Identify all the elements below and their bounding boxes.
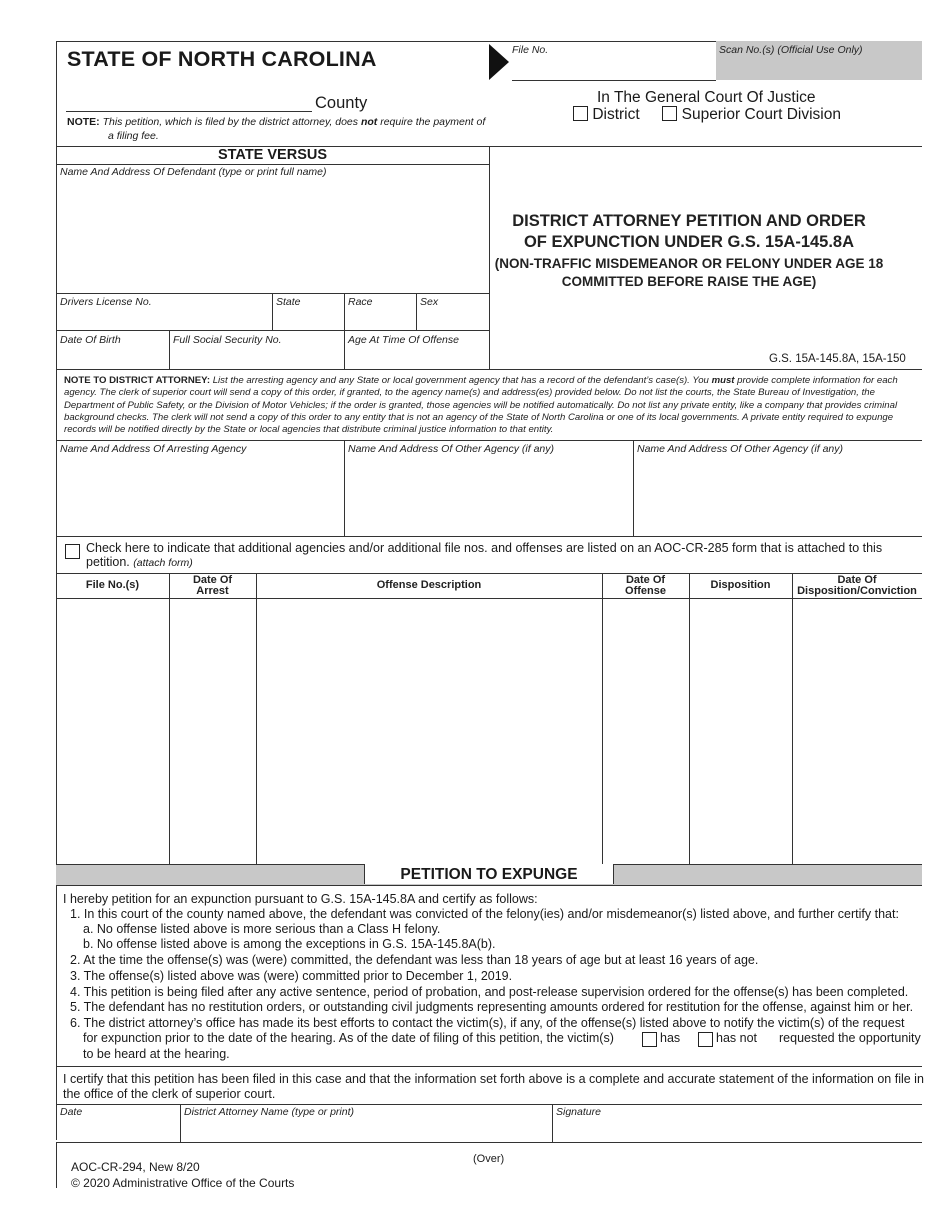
additional-agencies-checkbox[interactable] — [65, 544, 80, 559]
signature-field[interactable] — [553, 1120, 921, 1141]
da-name-label: District Attorney Name (type or print) — [184, 1106, 354, 1118]
additional-agencies-text-2: petition. (attach form) — [86, 555, 193, 569]
county-field[interactable] — [66, 111, 312, 112]
other-agency-field-2[interactable] — [634, 458, 921, 535]
col-offense-description: Offense Description — [376, 579, 482, 591]
petition-item-3: 3. The offense(s) listed above was (were) committed prior to December 1, 2019. — [70, 969, 513, 983]
additional-agencies-text: Check here to indicate that additional agencies and/or additional file nos. and offenses are listed on an AOC-CR-285 form that is attached to this — [86, 541, 883, 555]
file-marker-icon — [489, 44, 509, 80]
district-label: District — [592, 106, 640, 123]
petition-item-6-line2: for expunction prior to the date of the hearing. As of the date of filing of this petition, the victim(s) — [83, 1031, 614, 1045]
petition-intro: I hereby petition for an expunction pursuant to G.S. 15A-145.8A and certify as follows: — [63, 892, 538, 906]
certify-statement-line2: the office of the clerk of superior court. — [63, 1087, 276, 1101]
date-field[interactable] — [57, 1120, 179, 1141]
petition-heading: PETITION TO EXPUNGE — [364, 864, 614, 884]
drivers-license-label: Drivers License No. — [60, 296, 152, 308]
offense-table-body[interactable] — [57, 599, 921, 863]
other-agency-label-2: Name And Address Of Other Agency (if any) — [637, 443, 844, 455]
note-to-district-attorney: NOTE TO DISTRICT ATTORNEY: List the arresting agency and any State or local government agency that has a record of the defendant’s case(s). You must provide complete information for each agency. The clerk of superior court will send a copy of this order, if granted, to the agency name(s) and address(es) provided below. Do not list the courts, the State Bureau of Investigation, the Department of Public Safety, or the Division of Motor Vehicles; if the order is granted, those agencies will be notified automatically. Do not list any private entity, like a company that provides criminal background checks. The clerk will not send a copy of this order to any entity that is not an agency of the State of North Carolina or one of its local governments. A private entity required to expunge records will be notified directly by the State or local agencies that distribute criminal justice information to that entity. — [64, 375, 898, 436]
col-date-of-offense: Date Of Offense — [625, 574, 666, 597]
col-file-no: File No.(s) — [85, 579, 140, 591]
form-title: DISTRICT ATTORNEY PETITION AND ORDER OF EXPUNCTION UNDER G.S. 15A-145.8A (NON-TRAFFIC MISDEMEANOR OR FELONY UNDER AGE 18 COMMITTED BEFORE RAISE THE AGE) — [494, 212, 884, 289]
petition-item-1: 1. In this court of the county named above, the defendant was convicted of the felony(ies) and/or misdemeanor(s) listed above, and further certify that: — [70, 907, 899, 921]
petition-item-6-line3: requested the opportunity — [779, 1031, 921, 1045]
col-disposition: Disposition — [710, 579, 771, 591]
race-label: Race — [348, 296, 373, 308]
age-at-offense-label: Age At Time Of Offense — [348, 334, 459, 346]
petition-item-4: 4. This petition is being filed after any active sentence, period of probation, and post-release supervision ordered for the offense(s) has been completed. — [70, 985, 909, 999]
filing-note-line2: a filing fee. — [108, 130, 159, 142]
petition-item-6-line4: to be heard at the hearing. — [83, 1047, 230, 1061]
petition-item-1b: b. No offense listed above is among the exceptions in G.S. 15A-145.8A(b). — [83, 937, 496, 951]
ssn-label: Full Social Security No. — [173, 334, 282, 346]
court-line: In The General Court Of Justice — [597, 89, 816, 106]
petition-item-1a: a. No offense listed above is more serious than a Class H felony. — [83, 922, 441, 936]
other-agency-label-1: Name And Address Of Other Agency (if any) — [348, 443, 555, 455]
state-versus-heading: STATE VERSUS — [217, 147, 328, 163]
filing-note: NOTE: This petition, which is filed by the district attorney, does not require the payment of — [67, 116, 486, 128]
victim-has-checkbox[interactable] — [642, 1032, 657, 1047]
superior-label: Superior Court Division — [681, 106, 841, 123]
arresting-agency-field[interactable] — [57, 458, 343, 535]
county-label: County — [315, 94, 368, 112]
col-date-of-arrest: Date Of Arrest — [192, 574, 233, 597]
scan-no-label: Scan No.(s) (Official Use Only) — [719, 44, 863, 56]
date-label: Date — [60, 1106, 83, 1118]
defendant-label: Name And Address Of Defendant (type or print full name) — [60, 166, 327, 178]
other-agency-field-1[interactable] — [345, 458, 632, 535]
state-label: State — [276, 296, 301, 308]
victim-has-not-checkbox[interactable] — [698, 1032, 713, 1047]
superior-checkbox[interactable] — [662, 106, 677, 121]
statute-reference: G.S. 15A-145.8A, 15A-150 — [769, 353, 906, 365]
victim-has-not-label: has not — [716, 1031, 758, 1045]
sex-label: Sex — [420, 296, 439, 308]
certify-statement: I certify that this petition has been filed in this case and that the information set forth above is a complete and accurate statement of the information on file in — [63, 1072, 924, 1086]
victim-has-label: has — [660, 1031, 681, 1045]
over-label: (Over) — [473, 1153, 505, 1165]
petition-item-6: 6. The district attorney’s office has made its best efforts to contact the victim(s), if any, of the offense(s) listed above to notify the victim(s) of the request — [70, 1016, 905, 1030]
district-checkbox[interactable] — [573, 106, 588, 121]
arresting-agency-label: Name And Address Of Arresting Agency — [60, 443, 247, 455]
signature-label: Signature — [556, 1106, 601, 1118]
copyright: © 2020 Administrative Office of the Courts — [71, 1176, 295, 1190]
da-name-field[interactable] — [181, 1120, 551, 1141]
petition-item-2: 2. At the time the offense(s) was (were) committed, the defendant was less than 18 years of age but at least 16 years of age. — [70, 953, 759, 967]
dob-label: Date Of Birth — [60, 334, 121, 346]
petition-item-5: 5. The defendant has no restitution orders, or outstanding civil judgments representing amounts ordered for restitution for the offense, against him or her. — [70, 1000, 914, 1014]
defendant-field[interactable] — [57, 180, 488, 292]
state-title: STATE OF NORTH CAROLINA — [67, 47, 377, 71]
file-no-label: File No. — [512, 44, 549, 56]
court-division-row — [573, 106, 841, 124]
col-date-of-conviction: Date Of Disposition/Conviction — [797, 574, 917, 597]
form-number: AOC-CR-294, New 8/20 — [71, 1160, 200, 1174]
